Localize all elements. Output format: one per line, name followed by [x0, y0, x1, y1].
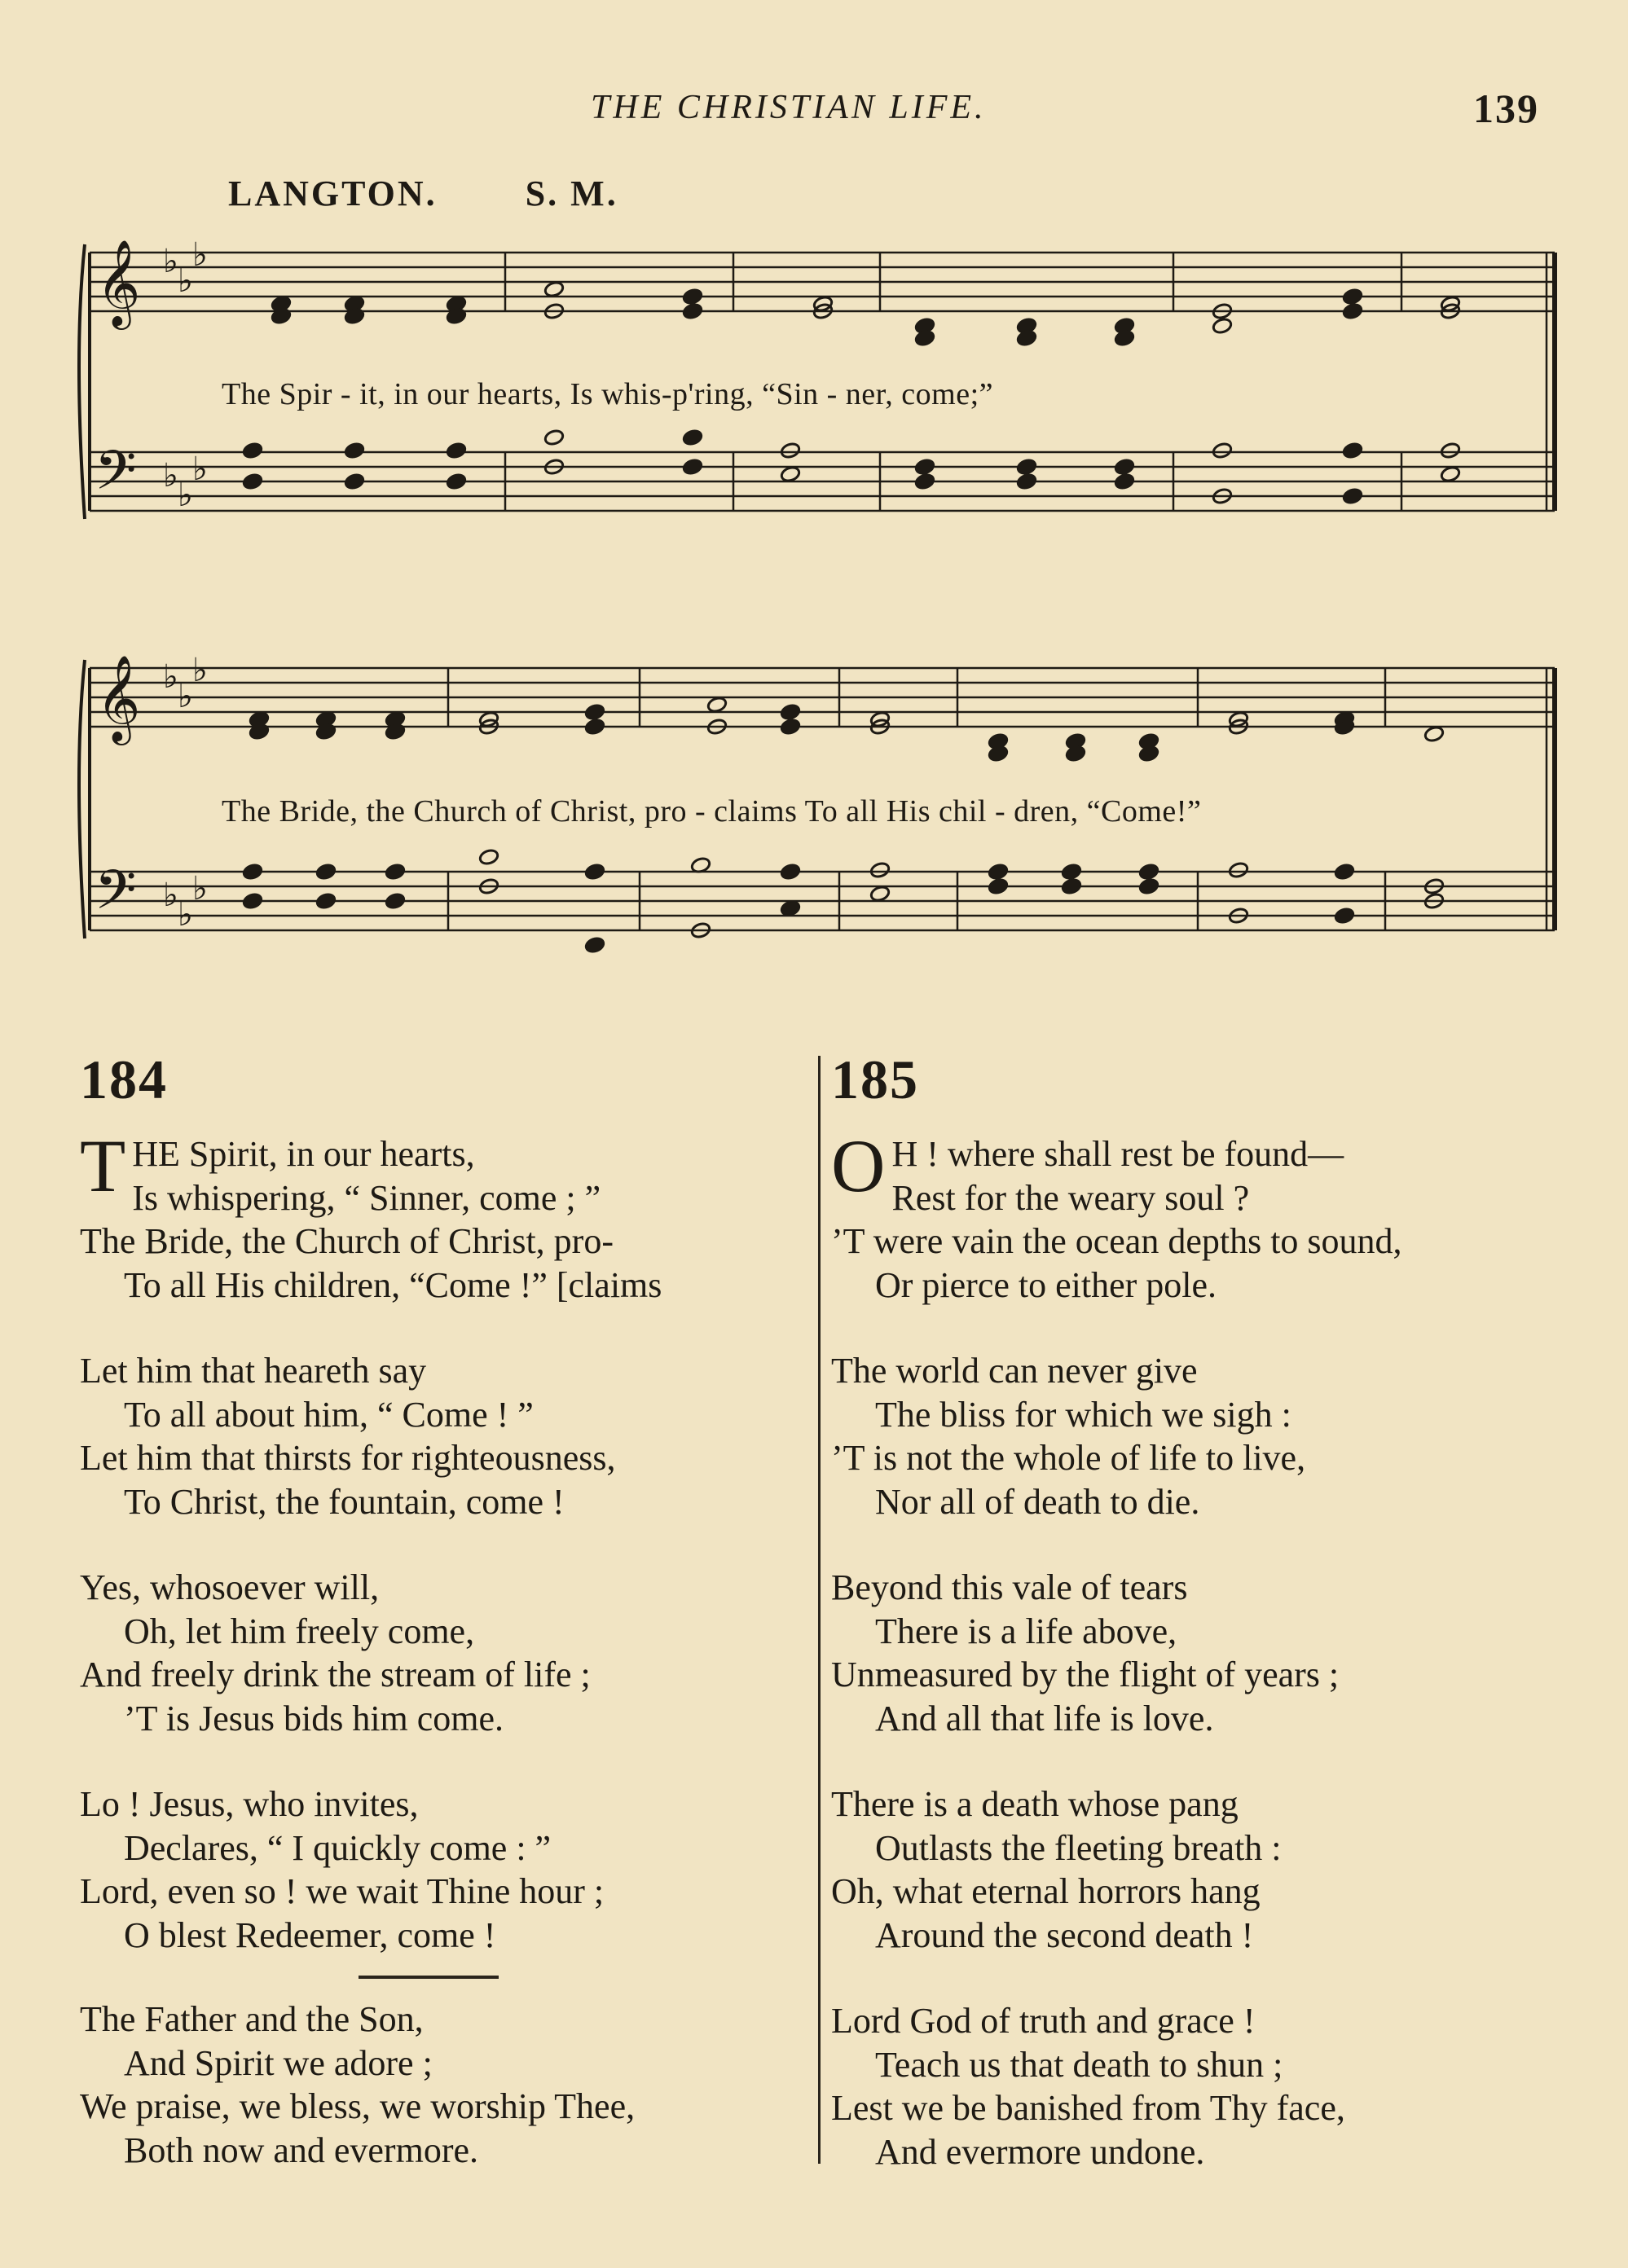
note-head — [1342, 442, 1363, 459]
verse-line — [831, 1697, 1564, 1741]
note-head — [344, 472, 365, 490]
verse-text: ’T is not the whole of life to live, — [831, 1438, 1306, 1478]
tune-name: LANGTON. — [228, 174, 438, 213]
verse-line — [831, 1220, 1564, 1264]
note-head — [1061, 863, 1082, 881]
lyric-line-1: The Spir - it, in our hearts, Is whis-p'ring, “Sin - ner, come;” — [222, 377, 994, 411]
verse-line — [80, 1697, 805, 1741]
verse-text: Oh, what eternal horrors hang — [831, 1871, 1261, 1911]
note-head — [446, 442, 467, 459]
stanza — [831, 1566, 1564, 1740]
verse-line — [831, 1653, 1564, 1697]
verse-text: HE Spirit, in our hearts, — [132, 1134, 475, 1174]
flat-icon: ♭ — [178, 896, 193, 934]
verse-line — [831, 2043, 1564, 2087]
note-head — [315, 863, 337, 881]
note-head — [584, 718, 605, 736]
doxology — [80, 1998, 635, 2172]
note-head — [385, 863, 406, 881]
note-head — [1138, 863, 1159, 881]
note-head — [584, 936, 605, 954]
verse-line — [831, 1349, 1564, 1393]
verse-line — [831, 1826, 1564, 1870]
note-head — [584, 863, 605, 881]
note-head — [682, 302, 703, 320]
lyric-line-2: The Bride, the Church of Christ, pro - claims To all His chil - dren, “Come!” — [222, 794, 1202, 829]
verse-line — [80, 1480, 805, 1524]
verse-text: Oh, let him freely come, — [124, 1611, 475, 1651]
system-2-brace — [79, 660, 85, 938]
verse-text: Declares, “ I quickly come : ” — [124, 1827, 552, 1868]
verse-text: The world can never give — [831, 1351, 1198, 1391]
note-head — [1016, 458, 1037, 476]
note-head — [1440, 465, 1461, 483]
flat-icon: ♭ — [178, 262, 193, 300]
note-head — [780, 465, 801, 483]
note-head — [780, 442, 801, 459]
note-head — [1016, 472, 1037, 490]
verse-text: Is whispering, “ Sinner, come ; ” — [132, 1177, 601, 1218]
verse-text: Beyond this vale of tears — [831, 1567, 1188, 1607]
verse-text: Lord God of truth and grace ! — [831, 2001, 1256, 2041]
note-head — [315, 892, 337, 910]
verse-line — [831, 2130, 1564, 2174]
verse-text: Or pierce to either pole. — [875, 1264, 1217, 1305]
note-head — [780, 899, 801, 917]
flat-icon: ♭ — [178, 477, 193, 514]
verse-line — [80, 1436, 805, 1480]
note-head — [1061, 877, 1082, 895]
page-number: 139 — [1473, 86, 1539, 131]
flat-icon: ♭ — [163, 457, 178, 494]
drop-cap: T — [80, 1124, 126, 1207]
verse-line — [831, 1264, 1564, 1308]
stanza — [80, 1124, 805, 1307]
flat-icon: ♭ — [192, 451, 208, 488]
flat-icon: ♭ — [192, 652, 208, 689]
column-divider — [818, 1056, 821, 2164]
note-head — [543, 429, 565, 446]
verse-line — [831, 1566, 1564, 1610]
verse-line — [831, 2086, 1564, 2130]
drop-cap: O — [831, 1124, 886, 1207]
note-head — [242, 892, 263, 910]
verse-text: And evermore undone. — [875, 2131, 1205, 2172]
note-head — [1212, 442, 1233, 459]
verse-text: ’T is Jesus bids him come. — [124, 1698, 504, 1738]
note-head — [780, 863, 801, 881]
note-head — [1423, 725, 1445, 743]
note-head — [682, 458, 703, 476]
verse-text: There is a life above, — [875, 1611, 1177, 1651]
flat-icon: ♭ — [163, 243, 178, 280]
verse-text: Around the second death ! — [875, 1914, 1254, 1955]
note-head — [682, 288, 703, 305]
verse-text: To all about him, “ Come ! ” — [124, 1394, 534, 1435]
verse-text: O blest Redeemer, come ! — [124, 1914, 496, 1955]
treble-clef-icon: 𝄞 — [96, 654, 141, 741]
note-head — [869, 885, 891, 903]
verse-text: Outlasts the fleeting breath : — [875, 1827, 1282, 1868]
verse-text: H ! where shall rest be found— — [891, 1134, 1344, 1174]
verse-text: Nor all of death to die. — [875, 1481, 1200, 1522]
note-head — [988, 863, 1009, 881]
bass-clef-icon: 𝄢 — [95, 439, 137, 515]
stanza — [831, 1999, 1564, 2174]
verse-text: To Christ, the fountain, come ! — [124, 1481, 565, 1522]
note-head — [1334, 907, 1355, 925]
verse-text: And freely drink the stream of life ; — [80, 1655, 591, 1694]
verse-line — [80, 1914, 805, 1958]
note-head — [869, 861, 891, 879]
verse-text: The Bride, the Church of Christ, pro- — [80, 1221, 614, 1261]
verse-line — [80, 1264, 805, 1308]
verse-line — [831, 1436, 1564, 1480]
hymn-number: 184 — [80, 1048, 168, 1110]
verse-line — [80, 1653, 805, 1697]
note-head — [914, 472, 935, 490]
note-head — [1114, 472, 1135, 490]
verse-line — [80, 1176, 805, 1220]
doxology-line: We praise, we bless, we worship Thee, — [80, 2086, 636, 2126]
verse-text: Lest we be banished from Thy face, — [831, 2088, 1345, 2128]
note-head — [1342, 302, 1363, 320]
note-head — [543, 280, 565, 298]
verse-line — [831, 1480, 1564, 1524]
verse-text: To all His children, “Come !” [claims — [124, 1264, 662, 1305]
note-head — [706, 696, 728, 714]
verse-line — [831, 1393, 1564, 1437]
verse-line — [80, 1220, 805, 1264]
note-head — [1228, 861, 1249, 879]
verse-text: Unmeasured by the flight of years ; — [831, 1655, 1340, 1694]
note-head — [1440, 442, 1461, 459]
doxology-line: And Spirit we adore ; — [124, 2042, 433, 2083]
note-head — [988, 877, 1009, 895]
doxology-line: Both now and evermore. — [124, 2130, 478, 2170]
verse-text: And all that life is love. — [875, 1698, 1214, 1738]
verse-text: Lord, even so ! we wait Thine hour ; — [80, 1871, 605, 1911]
note-head — [478, 848, 499, 866]
verse-line — [80, 1610, 805, 1654]
flat-icon: ♭ — [192, 236, 208, 274]
verse-line — [80, 1566, 805, 1610]
bass-clef-icon: 𝄢 — [95, 859, 137, 934]
note-head — [780, 718, 801, 736]
verse-text: Yes, whosoever will, — [80, 1567, 380, 1607]
verse-text: ’T were vain the ocean depths to sound, — [831, 1221, 1402, 1261]
flat-icon: ♭ — [163, 658, 178, 696]
hymn-184 — [80, 1043, 805, 1999]
stanza — [831, 1124, 1564, 1307]
verse-text: Rest for the weary soul ? — [891, 1177, 1250, 1218]
verse-text: The bliss for which we sigh : — [875, 1394, 1291, 1435]
verse-line — [831, 1870, 1564, 1914]
note-head — [446, 472, 467, 490]
hymn-number: 185 — [831, 1048, 919, 1110]
note-head — [584, 703, 605, 721]
flat-icon: ♭ — [178, 678, 193, 715]
note-head — [242, 472, 263, 490]
note-head — [780, 703, 801, 721]
note-head — [242, 863, 263, 881]
verse-text: Let him that thirsts for righteousness, — [80, 1438, 616, 1478]
note-head — [1114, 458, 1135, 476]
note-head — [1342, 487, 1363, 505]
note-head — [344, 442, 365, 459]
stanza — [831, 1349, 1564, 1523]
stanza — [80, 1782, 805, 1957]
verse-text: Lo ! Jesus, who invites, — [80, 1784, 419, 1824]
treble-clef-icon: 𝄞 — [96, 239, 141, 326]
music-score — [0, 0, 1628, 1026]
verse-line — [831, 1999, 1564, 2043]
note-head — [1342, 288, 1363, 305]
verse-line — [80, 1782, 805, 1826]
verse-text: Let him that heareth say — [80, 1351, 427, 1391]
stanza — [831, 1782, 1564, 1957]
note-head — [385, 892, 406, 910]
stanza — [80, 1566, 805, 1740]
verse-line — [80, 1349, 805, 1393]
doxology-line: The Father and the Son, — [80, 1999, 424, 2039]
verse-text: There is a death whose pang — [831, 1784, 1239, 1824]
verse-line — [80, 1393, 805, 1437]
flat-icon: ♭ — [192, 870, 208, 908]
note-head — [1212, 317, 1233, 335]
verse-line — [831, 1610, 1564, 1654]
verse-line — [80, 1826, 805, 1870]
flat-icon: ♭ — [163, 877, 178, 914]
verse-line — [831, 1176, 1564, 1220]
system-1-brace — [79, 244, 85, 519]
tune-meter: S. M. — [525, 174, 618, 213]
hymn-185 — [831, 1043, 1564, 2216]
verse-line — [831, 1782, 1564, 1826]
note-head — [1138, 877, 1159, 895]
stanza — [80, 1349, 805, 1523]
note-head — [682, 429, 703, 446]
note-head — [1334, 863, 1355, 881]
running-title: THE CHRISTIAN LIFE. — [591, 89, 987, 126]
note-head — [242, 442, 263, 459]
doxology-rule — [359, 1976, 499, 1979]
verse-line — [80, 1870, 805, 1914]
verse-text: Teach us that death to shun ; — [875, 2044, 1283, 2085]
note-head — [914, 458, 935, 476]
verse-line — [831, 1914, 1564, 1958]
